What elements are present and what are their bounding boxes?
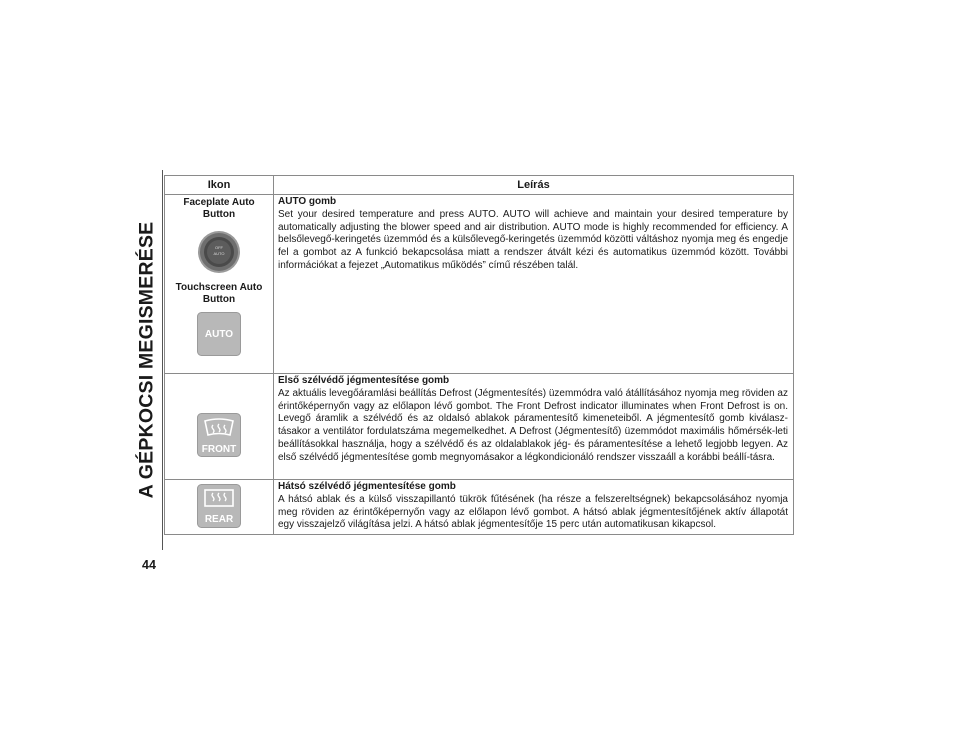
page-number: 44 <box>142 558 156 572</box>
icon-cell <box>165 374 274 480</box>
column-header-description: Leírás <box>274 176 794 195</box>
auto-button-description: Set your desired temperature and press AUTO. AUTO will achieve and maintain your desired temperature by automatically adjusting the blower speed and air distribution. AUTO mode is highly recommended for efficiency. A belsőlevegő-keringetés üzemmód és a külsőlevegő-keringetés üzemmód közötti váltáshoz nyomja meg és engedje fel a gombot az A funkció bekapcsolása miatt a rendszer átvált kézi és automatikus üzemmód között. További információkat a fejezet „Automatikus működés” című részében talál. <box>278 208 788 271</box>
auto-button-icon <box>197 312 241 356</box>
table-row <box>165 374 794 480</box>
auto-knob-icon <box>197 230 241 274</box>
chapter-title: A GÉPKOCSI MEGISMERÉSE <box>135 221 158 499</box>
column-header-icon: Ikon <box>165 176 274 195</box>
knob-off-text: OFF <box>215 245 223 250</box>
front-defrost-title: Első szélvédő jégmentesítése gomb <box>278 375 450 386</box>
rear-button-text: REAR <box>204 514 234 525</box>
icon-cell <box>165 480 274 535</box>
auto-button-title: AUTO gomb <box>278 196 337 207</box>
rear-defrost-title: Hátsó szélvédő jégmentesítése gomb <box>278 481 456 492</box>
front-defrost-icon <box>197 413 241 457</box>
table-row <box>165 480 794 535</box>
front-button-text: FRONT <box>201 443 237 455</box>
rear-defrost-icon <box>197 484 241 528</box>
auto-button-text: AUTO <box>204 329 234 340</box>
icon-description-table <box>164 175 794 535</box>
knob-auto-text: AUTO <box>213 251 225 256</box>
table-row <box>165 195 794 374</box>
front-defrost-description: Az aktuális levegőáramlási beállítás Defrost (Jégmentesítés) üzemmódra való átállításához nyomja meg röviden az érintőképernyőn vagy az előlapon lévő gombot. The Front Defrost indicator illuminates when Front Defrost is on. Levegő áramlik a szélvédő és az oldalsó ablakok páramentesítő kimeneteiből. A jégmentesítő gomb kiválasz-tásakor a ventilátor fordulatszáma megemelkedhet. A Defrost (Jégmentesítő) üzemmódot maximális hőmérsék-leti beállításokkal használja, hogy a szélvédő és az oldalablakok jég- és páramentesítése a lehető legjobb legyen. Az első szélvédő jégmentesítése gomb megnyomásakor a légkondicionáló rendszer visszaáll a korábbi beállí-tásra. <box>278 387 788 463</box>
description-cell <box>274 374 794 480</box>
icon-cell <box>165 195 274 374</box>
description-cell <box>274 480 794 535</box>
rear-defrost-description: A hátsó ablak és a külső visszapillantó tükrök fűtésének (ha része a felszereltségnek) bekapcsolásához nyomja meg röviden az érintőképernyőn vagy az előlapon lévő gombot. A hátsó ablak jégmentesítőjének aktív állapotát egy visszajelző világítása jelzi. A hátsó ablak jégmentesítője 15 perc után automatikusan kikapcsol. <box>278 493 788 531</box>
table-header-row <box>165 176 794 195</box>
faceplate-auto-label: Faceplate Auto Button <box>183 197 255 220</box>
chapter-divider <box>162 170 163 550</box>
touchscreen-auto-label: Touchscreen Auto Button <box>175 282 263 305</box>
description-cell <box>274 195 794 374</box>
